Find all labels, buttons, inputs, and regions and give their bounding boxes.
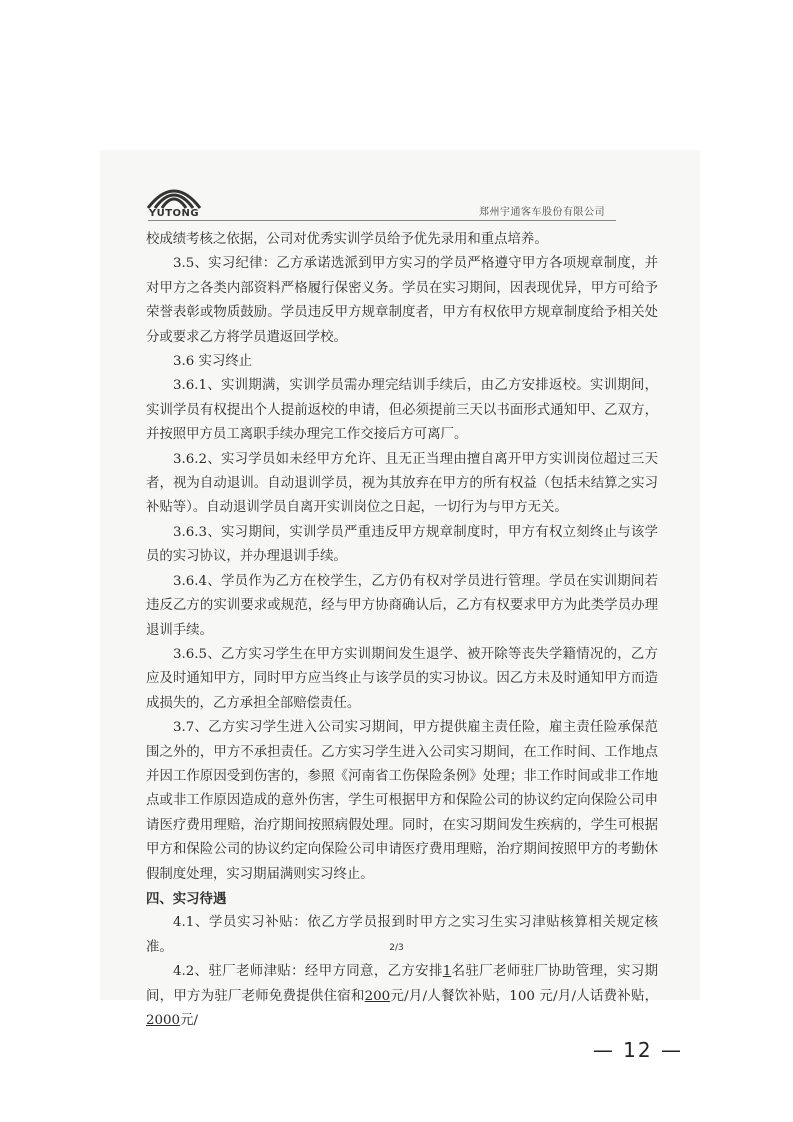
yutong-logo xyxy=(138,178,210,224)
paragraph: 3.5、实习纪律：乙方承诺选派到甲方实习的学员严格遵守甲方各项规章制度，并对甲方之各类内部资料严格履行保密义务。学员在实习期间，因表现优异，甲方可给予荣誉表彰或物质鼓励。学员违反甲方规章制度者，甲方有权依甲方规章制度给予相关处分或要求乙方将学员遣返回学校。 xyxy=(146,256,658,345)
paragraph: 校成绩考核之依据，公司对优秀实训学员给予优先录用和重点培养。 xyxy=(146,232,548,247)
paragraph-4-2 xyxy=(146,960,658,1033)
company-name: 郑州宇通客车股份有限公司 xyxy=(479,207,605,218)
contract-body xyxy=(146,228,658,1033)
paragraph: 3.6.3、实习期间，实训学员严重违反甲方规章制度时，甲方有权立刻终止与该学员的实习协议，并办理退训手续。 xyxy=(146,524,658,565)
other-allowance: 2000 xyxy=(146,1013,181,1028)
page-indicator: 2/3 xyxy=(389,943,404,953)
paragraph: 3.6 实习终止 xyxy=(173,354,253,370)
header-divider xyxy=(148,220,616,221)
logo-text: YUTONG xyxy=(148,208,200,219)
section-heading: 四、实习待遇 xyxy=(146,890,227,907)
paragraph: 4.1、学员实习补贴：依乙方学员报到时甲方之实习生实习津贴核算相关规定核准。 xyxy=(146,915,658,955)
footer-page-number: — 12 — xyxy=(592,1038,683,1062)
text-span: 元/ xyxy=(180,1013,198,1028)
text-span: 名驻厂老师驻厂协助管理，实习期间，甲方为驻厂老师免费提供住宿和 xyxy=(146,964,658,1004)
paragraph: 3.6.5、乙方实习学生在甲方实训期间发生退学、被开除等丧失学籍情况的，乙方应及时通知甲方，同时甲方应当终止与该学员的实习协议。因乙方未及时通知甲方而造成损失的，乙方承担全部赔偿责任。 xyxy=(146,646,658,711)
paragraph: 3.6.2、实习学员如未经甲方允许、且无正当理由擅自离开甲方实训岗位超过三天者，视为自动退训。自动退训学员，视为其放弃在甲方的所有权益（包括未结算之实习补贴等）。自动退训学员自离开实训岗位之日起，一切行为与甲方无关。 xyxy=(146,451,658,516)
paragraph: 3.6.1、实训期满，实训学员需办理完结训手续后，由乙方安排返校。实训期间，实训学员有权提出个人提前返校的申请，但必须提前三天以书面形式通知甲、乙双方，并按照甲方员工离职手续办理完工作交接后方可离厂。 xyxy=(146,378,658,443)
yutong-arcs-icon xyxy=(138,178,210,210)
text-span: 4.2、驻厂老师津贴：经甲方同意，乙方安排 xyxy=(173,964,443,980)
text-span: 元/月/人餐饮补贴，100 元/月/人话费补贴， xyxy=(390,988,658,1004)
paragraph: 3.7、乙方实习学生进入公司实习期间，甲方提供雇主责任险，雇主责任险承保范围之外的，甲方不承担责任。乙方实习学生进入公司实习期间，在工作时间、工作地点并因工作原因受到伤害的，参照《河南省工伤保险条例》处理；非工作时间或非工作地点或非工作原因造成的意外伤害，学生可根据甲方和保险公司的协议约定向保险公司申请医疗费用理赔，治疗期间按照病假处理。同时，在实习期间发生疾病的，学生可根据甲方和保险公司的协议约定向保险公司申请医疗费用理赔，治疗期间按照甲方的考勤休假制度处理，实习期届满则实习终止。 xyxy=(146,720,658,882)
paragraph: 3.6.4、学员作为乙方在校学生，乙方仍有权对学员进行管理。学员在实训期间若违反乙方的实训要求或规范，经与甲方协商确认后，乙方有权要求甲方为此类学员办理退训手续。 xyxy=(146,573,658,638)
teacher-count: 1 xyxy=(442,964,452,980)
meal-allowance: 200 xyxy=(364,988,391,1004)
